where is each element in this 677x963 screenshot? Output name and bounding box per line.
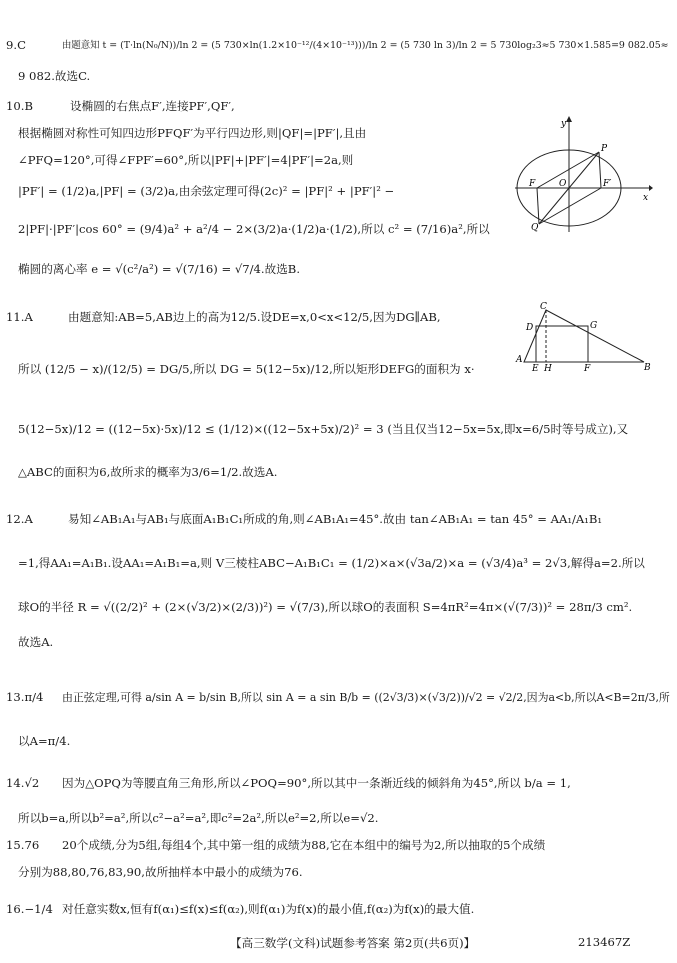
q10-line-2: 根据椭圆对称性可知四边形PFQF′为平行四边形,则|QF|=|PF′|,且由 [18,126,367,140]
q12-line-3: 球O的半径 R = √((2/2)² + (2×(√3/2)×(2/3))²) = √(7/3),所以球O的表面积 S=4πR²=4π×(√(7/3))² = 28π/3 cm². [18,600,633,614]
q12-line-1: 易知∠AB₁A₁与AB₁与底面A₁B₁C₁所成的角,则∠AB₁A₁=45°.故由 tan∠AB₁A₁ = tan 45° = AA₁/A₁B₁ [68,512,603,526]
q11-line-3: 5(12−5x)/12 = ((12−5x)·5x)/12 ≤ (1/12)×((12−5x+5x)/2)² = 3 (当且仅当12−5x=5x,即x=6/5时等号成立),又 [18,422,629,436]
q16-line-1: 对任意实数x,恒有f(α₁)≤f(x)≤f(α₂),则f(α₁)为f(x)的最小值,f(α₂)为f(x)的最大值. [62,902,475,916]
q13-line-1: 由正弦定理,可得 a/sin A = b/sin B,所以 sin A = a sin B/b = ((2√3/3)×(√3/2))/√2 = √2/2,因为a<b,所以A<B=2π/3,所 [62,691,670,704]
q15-label: 15.76 [6,838,40,852]
q11-line-4: △ABC的面积为6,故所求的概率为3/6=1/2.故选A. [18,465,278,479]
q13-label: 13.π/4 [6,690,44,704]
q10-fig-p-label: P [601,144,608,154]
q12-label: 12.A [6,512,33,526]
q10-fig-q-label: Q [531,223,539,232]
q14-line-2: 所以b=a,所以b²=a²,所以c²−a²=a²,即c²=2a²,所以e²=2,所以e=√2. [18,811,379,825]
q10-line-3: ∠PFQ=120°,可得∠FPF′=60°,所以|PF|+|PF′|=4|PF′|=2a,则 [18,153,354,167]
q11-fig-f-label: F [584,364,591,372]
q10-ellipse-figure [515,116,653,232]
q15-line-1: 20个成绩,分为5组,每组4个,其中第一组的成绩为88,它在本组中的编号为2,所以抽取的5个成绩 [62,838,546,852]
q12-line-4: 故选A. [18,635,54,649]
q9-label: 9.C [6,38,26,52]
q11-label: 11.A [6,310,33,324]
q11-fig-h-label: H [544,364,552,372]
q16-label: 16.−1/4 [6,902,53,916]
q10-line-4: |PF′| = (1/2)a,|PF| = (3/2)a,由余弦定理可得(2c)² = |PF|² + |PF′|² − [18,184,395,198]
q15-line-2: 分别为88,80,76,83,90,故所抽样本中最小的成绩为76. [18,865,303,879]
q11-line-1: 由题意知:AB=5,AB边上的高为12/5.设DE=x,0<x<12/5,因为DG∥AB, [68,310,441,324]
q10-fig-x-label: x [643,193,649,203]
q14-line-1: 因为△OPQ为等腰直角三角形,所以∠POQ=90°,所以其中一条渐近线的倾斜角为45°,所以 b/a = 1, [62,776,571,790]
q11-triangle-figure [514,300,654,372]
q14-label: 14.√2 [6,776,40,790]
q10-label: 10.B [6,99,33,113]
q10-fig-f2-label: F′ [603,179,612,189]
q11-line-2: 所以 (12/5 − x)/(12/5) = DG/5,所以 DG = 5(12−5x)/12,所以矩形DEFG的面积为 x· [18,362,475,376]
q11-fig-b-label: B [644,363,651,372]
document-code: 213467Z [578,935,631,949]
page-footer: 【高三数学(文科)试题参考答案 第2页(共6页)】 [230,936,476,950]
q11-fig-e-label: E [532,364,539,372]
q11-fig-d-label: D [526,323,534,333]
q10-fig-f-label: F [529,179,536,189]
q11-fig-c-label: C [540,302,547,312]
q10-fig-o-label: O [559,179,567,189]
q9-line-2: 9 082.故选C. [18,69,91,83]
q13-line-2: 以A=π/4. [18,734,71,748]
q12-line-2: =1,得AA₁=A₁B₁.设AA₁=A₁B₁=a,则 V三棱柱ABC−A₁B₁C₁ = (1/2)×a×(√3a/2)×a = (√3/4)a³ = 2√3,解得a=2.所以 [18,556,645,570]
q11-fig-a-label: A [516,355,523,365]
q9-line-1: 由题意知 t = (T·ln(N₀/N))/ln 2 = (5 730×ln(1.2×10⁻¹²/(4×10⁻¹³)))/ln 2 = (5 730 ln 3)/ln 2 = 5 730log₂3≈5 730×1.585=9 082.05≈ [62,40,669,51]
q11-fig-g-label: G [590,321,598,331]
q10-line-1: 设椭圆的右焦点F′,连接PF′,QF′, [70,99,235,113]
q10-fig-y-label: y [561,119,567,129]
q10-line-5: 2|PF|·|PF′|cos 60° = (9/4)a² + a²/4 − 2×(3/2)a·(1/2)a·(1/2),所以 c² = (7/16)a²,所以 [18,222,490,236]
q10-line-6: 椭圆的离心率 e = √(c²/a²) = √(7/16) = √7/4.故选B. [18,262,300,276]
